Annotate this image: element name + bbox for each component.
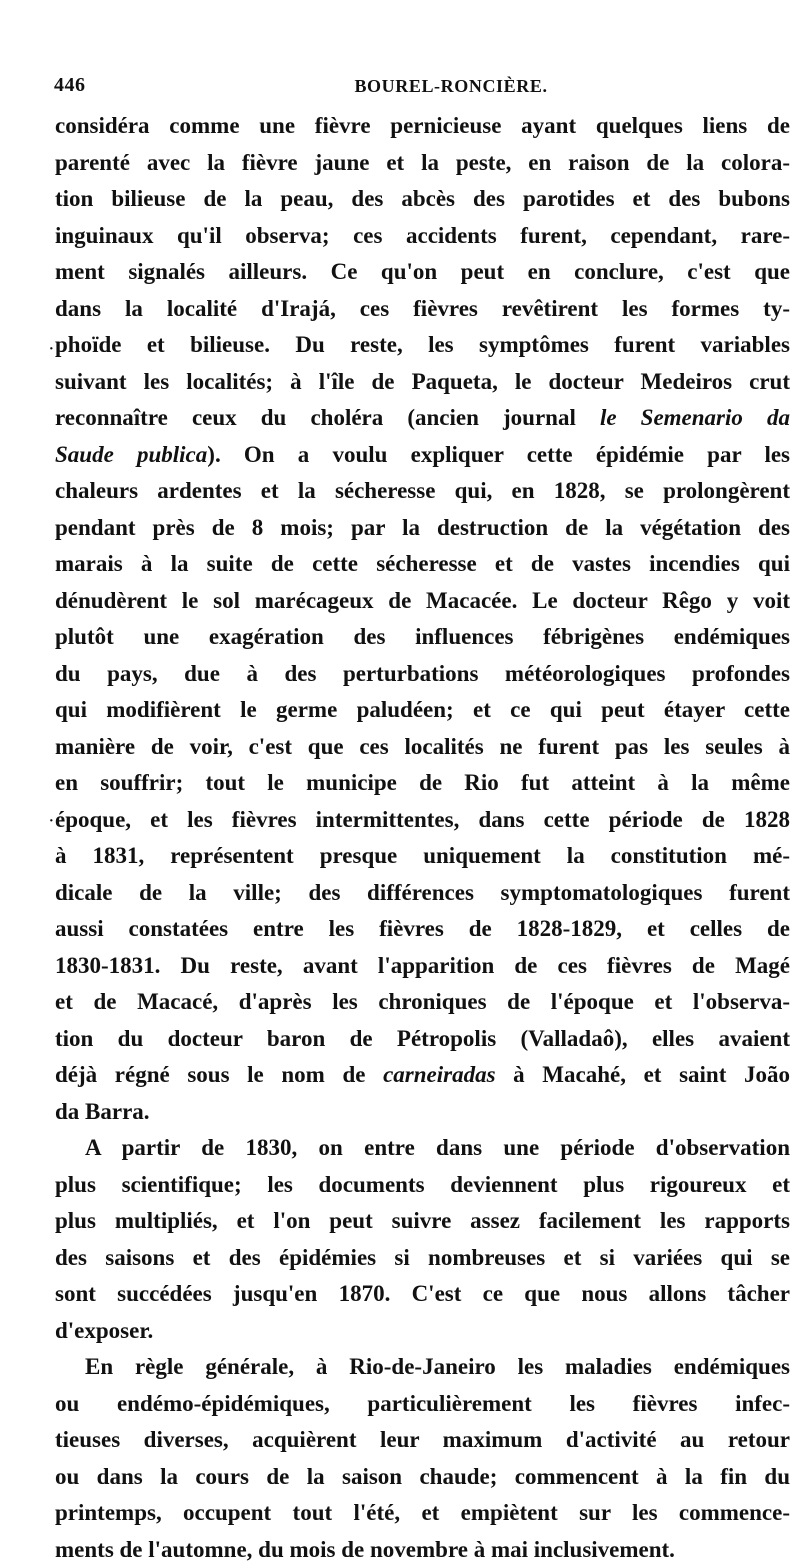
paragraph [55,108,790,1130]
text-line: manière de voir, c'est que ces localités ne furent pas les seules à [55,729,790,766]
page-header [52,74,760,104]
text-line: marais à la suite de cette sécheresse et de vastes incendies qui [55,546,790,583]
text-line: qui modifièrent le germe paludéen; et ce qui peut étayer cette [55,692,790,729]
text-line: suivant les localités; à l'île de Paqueta, le docteur Medeiros crut [55,364,790,401]
text-line: dans la localité d'Irajá, ces fièvres revêtirent les formes ty- [55,291,790,328]
text-line: tion bilieuse de la peau, des abcès des parotides et des bubons [55,181,790,218]
text-line: parenté avec la fièvre jaune et la peste, en raison de la colora- [55,145,790,182]
text-line: phoïde et bilieuse. Du reste, les symptômes furent variables [55,327,790,364]
text-line: à 1831, représentent presque uniquement la constitution mé- [55,838,790,875]
text-line: plus multipliés, et l'on peut suivre assez facilement les rapports [55,1203,790,1240]
text-line: sont succédées jusqu'en 1870. C'est ce que nous allons tâcher [55,1276,790,1313]
text-line: considéra comme une fièvre pernicieuse ayant quelques liens de [55,108,790,145]
text-line: aussi constatées entre les fièvres de 1828-1829, et celles de [55,911,790,948]
text-line: déjà régné sous le nom de carneiradas à Macahé, et saint João [55,1057,790,1094]
text-line: dénudèrent le sol marécageux de Macacée. Le docteur Rêgo y voit [55,583,790,620]
text-line: A partir de 1830, on entre dans une période d'observation [55,1130,790,1167]
text-line: tieuses diverses, acquièrent leur maximum d'activité au retour [55,1422,790,1459]
text-line: du pays, due à des perturbations météorologiques profondes [55,656,790,693]
text-line: et de Macacé, d'après les chroniques de l'époque et l'observa- [55,984,790,1021]
body-text [55,108,790,1568]
page-number: 446 [54,74,86,97]
margin-mark: · [48,810,55,833]
italic-text: carneiradas [383,1062,495,1087]
text-line: Saude publica). On a voulu expliquer cette épidémie par les [55,437,790,474]
text-line: des saisons et des épidémies si nombreuses et si variées qui se [55,1240,790,1277]
italic-text: Saude publica [55,442,207,467]
text-line: inguinaux qu'il observa; ces accidents furent, cependant, rare- [55,218,790,255]
text-line: plutôt une exagération des influences fébrigènes endémiques [55,619,790,656]
text-line: ment signalés ailleurs. Ce qu'on peut en conclure, c'est que [55,254,790,291]
text-line: da Barra. [55,1094,790,1131]
paragraph [55,1130,790,1349]
text-line: ments de l'automne, du mois de novembre à mai inclusivement. [55,1532,790,1568]
text-line: tion du docteur baron de Pétropolis (Valladaô), elles avaient [55,1021,790,1058]
text-line: chaleurs ardentes et la sécheresse qui, en 1828, se prolongèrent [55,473,790,510]
text-line: reconnaître ceux du choléra (ancien journal le Semenario da [55,400,790,437]
text-line: plus scientifique; les documents deviennent plus rigoureux et [55,1167,790,1204]
margin-mark: · [48,338,55,361]
text-line: En règle générale, à Rio-de-Janeiro les maladies endémiques [55,1349,790,1386]
text-line: époque, et les fièvres intermittentes, dans cette période de 1828 [55,802,790,839]
text-line: d'exposer. [55,1313,790,1350]
text-line: printemps, occupent tout l'été, et empiètent sur les commence- [55,1495,790,1532]
text-line: en souffrir; tout le municipe de Rio fut atteint à la même [55,765,790,802]
text-line: dicale de la ville; des différences symptomatologiques furent [55,875,790,912]
text-line: pendant près de 8 mois; par la destruction de la végétation des [55,510,790,547]
italic-text: le Semenario da [600,405,790,430]
text-line: ou dans la cours de la saison chaude; commencent à la fin du [55,1459,790,1496]
text-line: 1830-1831. Du reste, avant l'apparition de ces fièvres de Magé [55,948,790,985]
paragraph [55,1349,790,1568]
running-head: BOUREL-RONCIÈRE. [52,76,760,97]
text-line: ou endémo-épidémiques, particulièrement les fièvres infec- [55,1386,790,1423]
